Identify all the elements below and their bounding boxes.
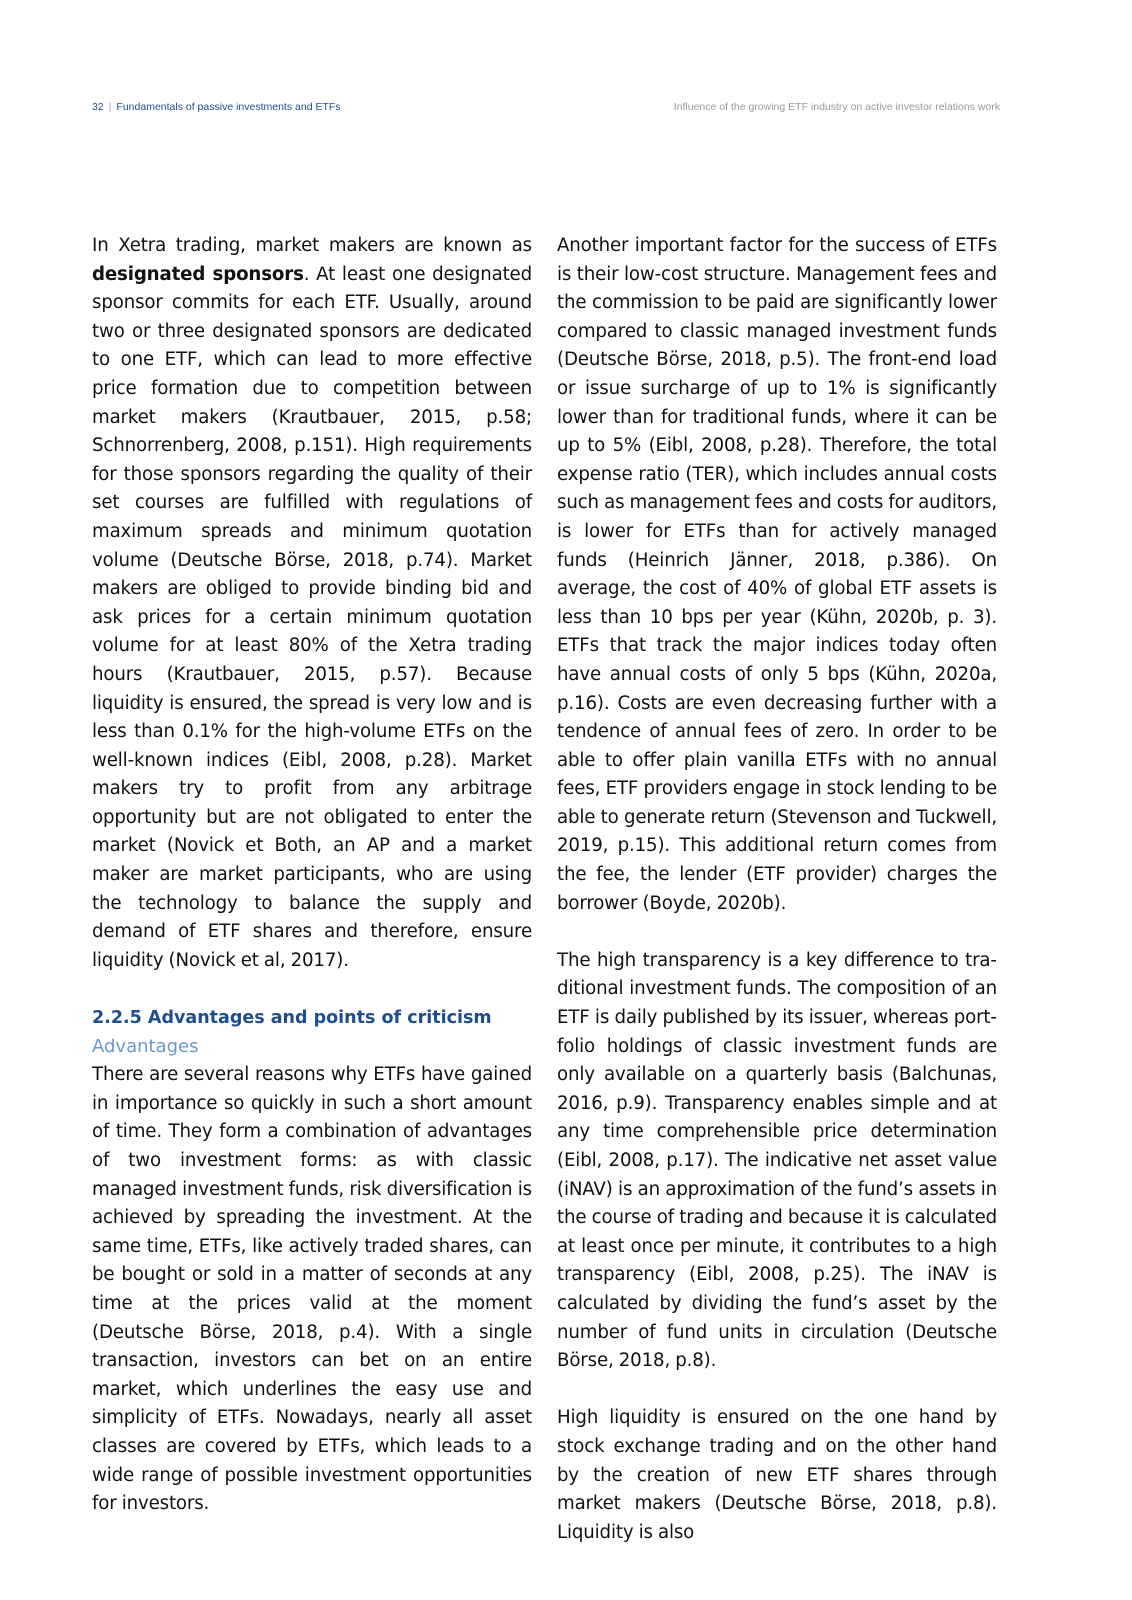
paragraph-low-cost: Another important factor for the success of ETFs is their low-cost structure. Management fees and the commission to be paid are significantly lower compared to classic managed investment funds (Deutsche Börse, 2018, p.5). The front-end load or issue surcharge of up to 1% is significantly lower than for traditional funds, where it can be up to 5% (Eibl, 2008, p.28). Therefore, the total expense ratio (TER), which includes annual costs such as management fees and costs for auditors, is lower for ETFs than for actively managed funds (Heinrich Jänner, 2018, p.386). On average, the cost of 40% of global ETF assets is less than 10 bps per year (Kühn, 2020b, p. 3). ETFs that track the major indices today often have annual costs of only 5 bps (Kühn, 2020a, p.16). Costs are even decreasing further with a tendence of annual fees of zero. In order to be able to offer plain vanilla ETFs with no annual fees, ETF providers engage in stock lending to be able to generate return (Stevenson and Tuckwell, 2019, p.15). This additional return comes from the fee, the lender (ETF provider) charges the borrower (Boyde, 2020b).: [557, 235, 997, 914]
chapter-title: Fundamentals of passive investments and ETFs: [116, 101, 341, 113]
paragraph-liquidity: High liquidity is ensured on the one hand by stock exchange trading and on the other hand by the creation of new ETF shares through market makers (Deutsche Börse, 2018, p.8). Liquidity is also: [557, 1407, 997, 1543]
header-left: [92, 98, 341, 116]
section-spacer: [92, 975, 532, 1004]
paragraph-transparency: The high transparency is a key difference to traditional investment funds. The composition of an ETF is daily published by its issuer, whereas portfolio holdings of classic investment funds are only available on a quarterly basis (Balchunas, 2016, p.9). Transparency enables simple and at any time comprehensible price determination (Eibl, 2008, p.17). The indicative net asset value (iNAV) is an approximation of the fund’s assets in the course of trading and because it is calculated at least once per minute, it contributes to a high transparency (Eibl, 2008, p.25). The iNAV is calculated by dividing the fund’s asset by the number of fund units in circulation (Deutsche Börse, 2018, p.8).: [557, 949, 997, 1372]
section-subheading: Advantages: [92, 1035, 199, 1057]
paragraph-body: . At least one designated sponsor commits for each ETF. Usually, around two or three designated sponsors are dedicated to one ETF, which can lead to more effective price formation due to competition between market makers (Krautbauer, 2015, p.58; Schnorrenberg, 2008, p.151). High requirements for those sponsors regarding the quality of their set courses are fulfilled with regulations of maximum spreads and minimum quotation volume (Deutsche Börse, 2018, p.74). Market makers are obliged to provide binding bid and ask prices for a certain minimum quotation volume for at least 80% of the Xetra trading hours (Krautbauer, 2015, p.57). Because liquidity is ensured, the spread is very low and is less than 0.1% for the high-volume ETFs on the well-known indices (Eibl, 2008, p.28). Market makers try to profit from any arbitrage opportunity but are not obligated to enter the market (Novick et Both, an AP and a market maker are market participants, who are using the technology to balance the supply and demand of ETF shares and therefore, ensure liquidity (Novick et al, 2017).: [92, 263, 532, 971]
paragraph-designated-sponsors: [92, 232, 532, 975]
page-number: 32: [92, 101, 104, 113]
term-designated-sponsors: designated sponsors: [92, 263, 304, 285]
paragraph-intro: In Xetra trading, market makers are known as: [92, 235, 532, 256]
header-separator: |: [108, 101, 112, 113]
document-title: Influence of the growing ETF industry on active investor relations work: [673, 101, 1000, 113]
right-column: [557, 232, 997, 1547]
section-heading: 2.2.5 Advantages and points of criticism: [92, 1008, 492, 1029]
paragraph-advantages: There are several reasons why ETFs have gained in importance so quickly in such a short amount of time. They form a combination of advantages of two investment forms: as with classic managed investment funds, risk diversification is achieved by spreading the investment. At the same time, ETFs, like actively traded shares, can be bought or sold in a matter of seconds at any time at the prices valid at the moment (Deutsche Börse, 2018, p.4). With a single transaction, investors can bet on an entire market, which underlines the easy use and simplicity of ETFs. Nowadays, nearly all asset classes are covered by ETFs, which leads to a wide range of possible investment opportunities for investors.: [92, 1064, 532, 1515]
left-column: [92, 232, 532, 1519]
page-header: [92, 98, 1000, 116]
